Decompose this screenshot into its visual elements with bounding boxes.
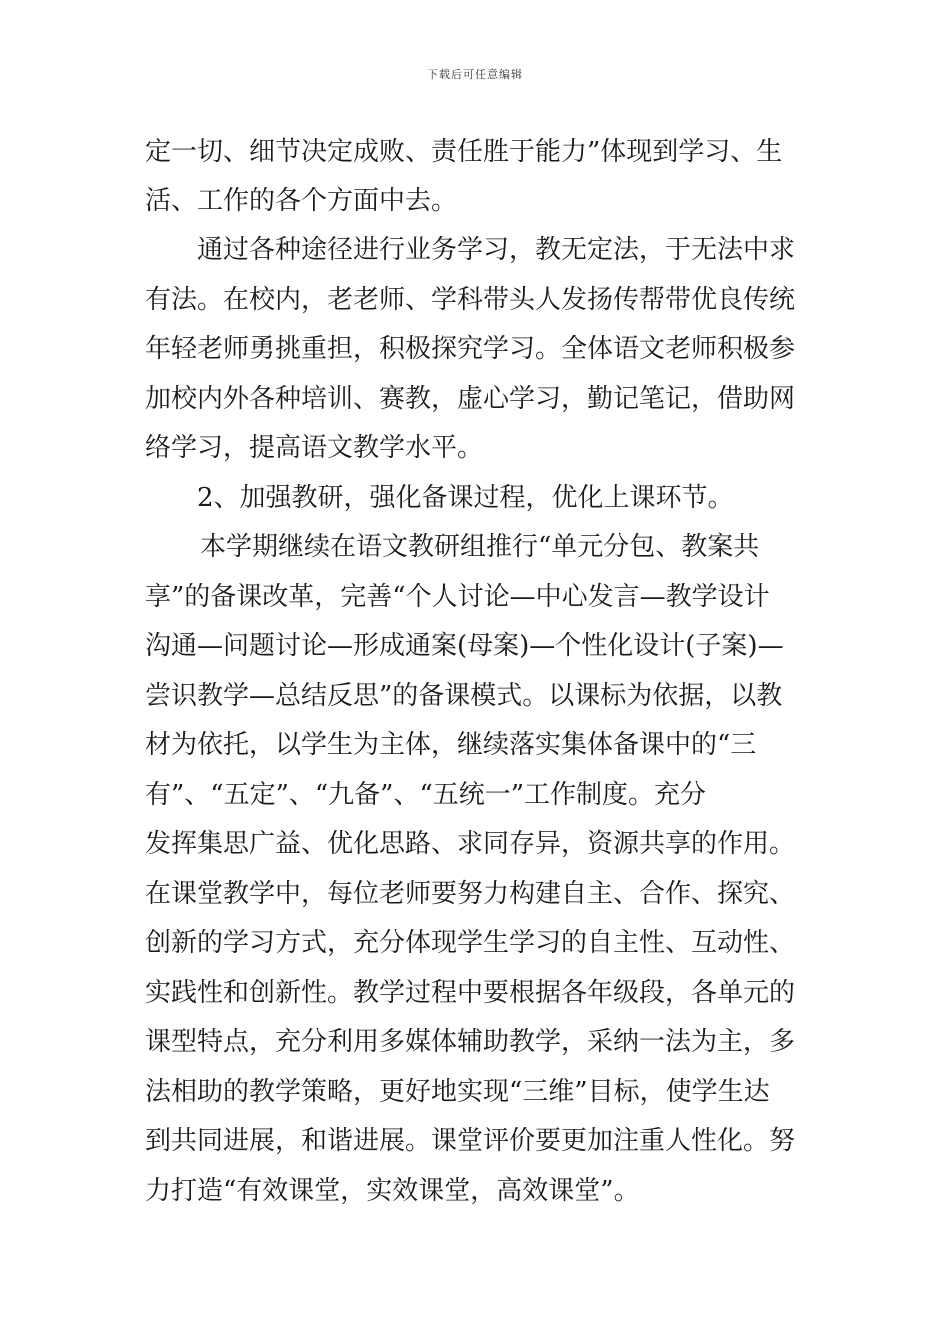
text-line: 沟通—问题讨论—形成通案(母案)—个性化设计(子案)— bbox=[145, 631, 784, 661]
text-line: 有”、“五定”、“九备”、“五统一”工作制度。充分 bbox=[145, 780, 707, 810]
text-line: 实践性和创新性。教学过程中要根据各年级段，各单元的 bbox=[145, 978, 796, 1008]
text-line: 活、工作的各个方面中去。 bbox=[145, 186, 458, 216]
text-line: 力打造“有效课堂，实效课堂，高效课堂”。 bbox=[145, 1176, 640, 1206]
text-line: 课型特点，充分利用多媒体辅助教学，采纳一法为主，多 bbox=[145, 1027, 796, 1057]
text-line: 尝识教学—总结反思”的备课模式。以课标为依据，以教 bbox=[145, 681, 783, 711]
page-header: 下载后可任意编辑 bbox=[427, 68, 523, 81]
text-line: 通过各种途径进行业务学习，教无定法，于无法中求 bbox=[197, 235, 796, 265]
text-line: 发挥集思广益、优化思路、求同存异，资源共享的作用。 bbox=[145, 829, 796, 859]
text-line: 本学期继续在语文教研组推行“单元分包、教案共 bbox=[200, 532, 760, 562]
text-line: 在课堂教学中，每位老师要努力构建自主、合作、探究、 bbox=[145, 879, 796, 909]
text-line: 到共同进展，和谐进展。课堂评价要更加注重人性化。努 bbox=[145, 1126, 796, 1156]
text-line: 有法。在校内，老老师、学科带头人发扬传帮带优良传统 bbox=[145, 285, 796, 315]
text-line: 材为依托，以学生为主体，继续落实集体备课中的“三 bbox=[145, 730, 757, 760]
text-line: 享”的备课改革，完善“个人讨论—中心发言—教学设计 bbox=[145, 582, 770, 612]
text-line: 加校内外各种培训、赛教，虚心学习，勤记笔记，借助网 bbox=[145, 384, 796, 414]
text-line: 创新的学习方式，充分体现学生学习的自主性、互动性、 bbox=[145, 928, 796, 958]
text-line: 络学习，提高语文教学水平。 bbox=[145, 433, 484, 463]
text-line: 年轻老师勇挑重担，积极探究学习。全体语文老师积极参 bbox=[145, 334, 796, 364]
text-line: 定一切、细节决定成败、责任胜于能力”体现到学习、生 bbox=[145, 137, 783, 167]
text-line: 2、加强教研，强化备课过程，优化上课环节。 bbox=[197, 483, 734, 513]
text-line: 法相助的教学策略，更好地实现“三维”目标，使学生达 bbox=[145, 1077, 770, 1107]
